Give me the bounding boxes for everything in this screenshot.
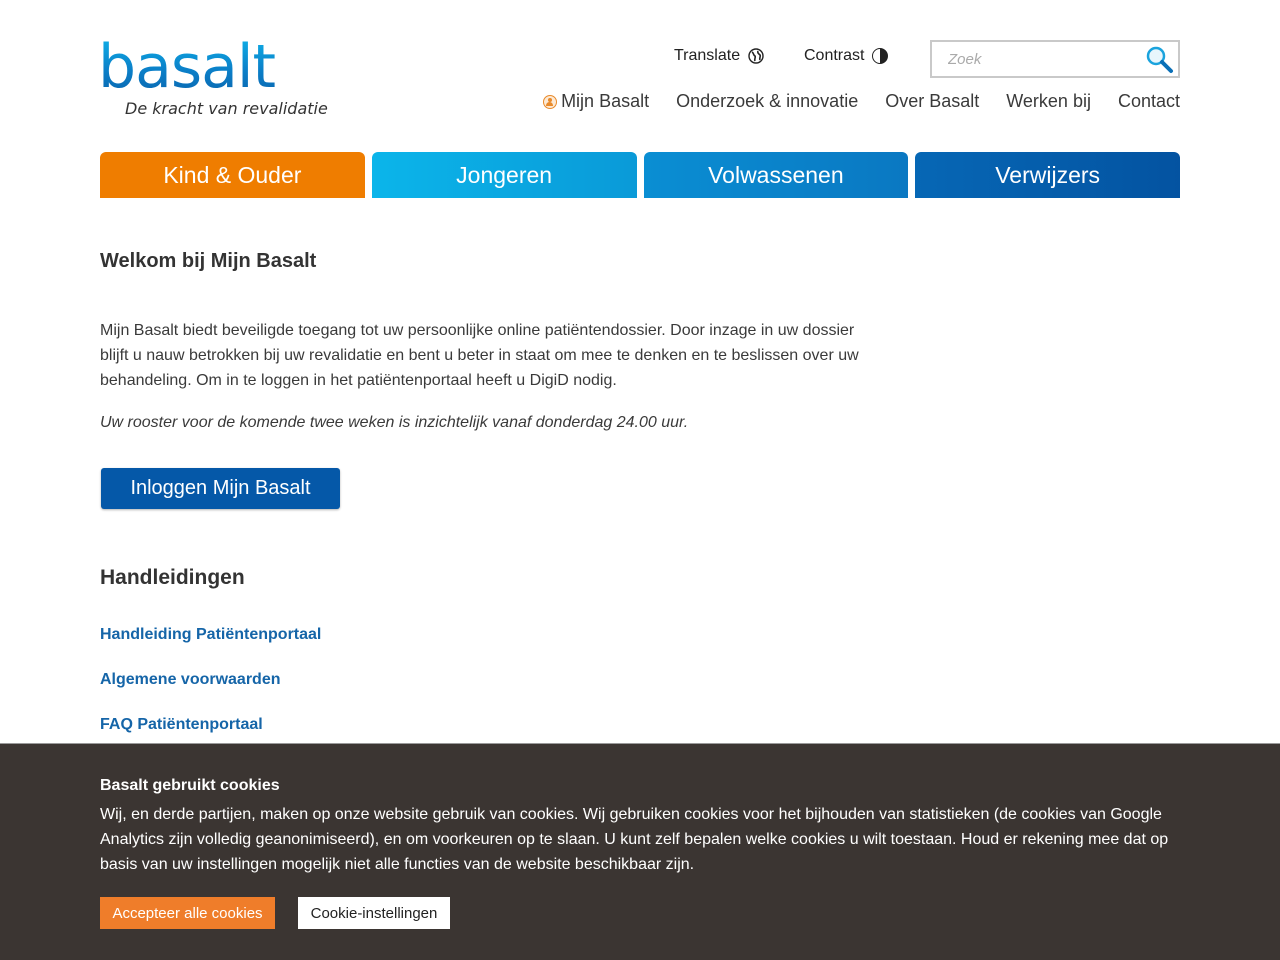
translate-button[interactable]	[674, 47, 764, 65]
manuals-heading: Handleidingen	[100, 566, 245, 589]
cookie-title: Basalt gebruikt cookies	[100, 777, 280, 794]
translate-label: Translate	[674, 47, 741, 64]
contrast-icon	[872, 48, 888, 64]
search-box	[930, 40, 1180, 78]
cookie-settings-button[interactable]: Cookie-instellingen	[298, 897, 450, 929]
link-algemene-voorwaarden[interactable]: Algemene voorwaarden	[100, 671, 281, 688]
search-button[interactable]	[1144, 44, 1176, 74]
subnav-mijn-basalt[interactable]	[543, 91, 649, 112]
subnav-contact[interactable]: Contact	[1117, 91, 1180, 111]
accept-cookies-button[interactable]: Accepteer alle cookies	[100, 897, 275, 929]
tab-jongeren[interactable]: Jongeren	[372, 152, 637, 198]
tab-kind-ouder[interactable]: Kind & Ouder	[100, 152, 365, 198]
cookie-banner	[0, 743, 1280, 960]
secondary-nav	[543, 91, 1180, 112]
search-icon	[1144, 44, 1176, 74]
subnav-werken-bij[interactable]: Werken bij	[1006, 91, 1091, 111]
tab-verwijzers[interactable]: Verwijzers	[915, 152, 1180, 198]
cookie-text: Wij, en derde partijen, maken op onze website gebruik van cookies. Wij gebruiken cookies voor het bijhouden van statistieken (de cookies van Google Analytics zijn volledig geanonimiseerd), en om voorkeuren op te slaan. U kunt zelf bepalen welke cookies u wilt toestaan. Houd er rekening mee dat op basis van uw instellingen mogelijk niet alle functies van de website beschikbaar zijn.	[100, 806, 1169, 873]
tab-volwassenen[interactable]: Volwassenen	[644, 152, 909, 198]
page-title: Welkom bij Mijn Basalt	[100, 250, 317, 272]
schedule-note: Uw rooster voor de komende twee weken is inzichtelijk vanaf donderdag 24.00 uur.	[100, 414, 689, 431]
subnav-onderzoek[interactable]: Onderzoek & innovatie	[676, 91, 859, 111]
contrast-label: Contrast	[804, 47, 865, 64]
basalt-logo[interactable]	[98, 32, 340, 128]
contrast-button[interactable]	[804, 47, 888, 65]
main-tabs	[100, 152, 1180, 198]
link-faq[interactable]: FAQ Patiëntenportaal	[100, 716, 263, 733]
globe-icon	[748, 48, 764, 64]
logo-wordmark: basalt	[98, 32, 276, 102]
intro-text: Mijn Basalt biedt beveiligde toegang tot uw persoonlijke online patiëntendossier. Door inzage in uw dossier blijft u nauw betrokken bij uw revalidatie en bent u beter in staat om mee te denken en te beslissen over uw behandeling. Om in te loggen in het patiëntenportaal heeft u DigiD nodig.	[100, 322, 859, 389]
logo-tagline: De kracht van revalidatie	[125, 99, 328, 118]
subnav-label: Mijn Basalt	[561, 91, 650, 111]
user-icon	[543, 95, 557, 109]
subnav-over-basalt[interactable]: Over Basalt	[885, 91, 980, 111]
search-input[interactable]	[932, 42, 1148, 76]
link-handleiding[interactable]: Handleiding Patiëntenportaal	[100, 626, 322, 643]
login-button[interactable]: Inloggen Mijn Basalt	[101, 468, 340, 509]
